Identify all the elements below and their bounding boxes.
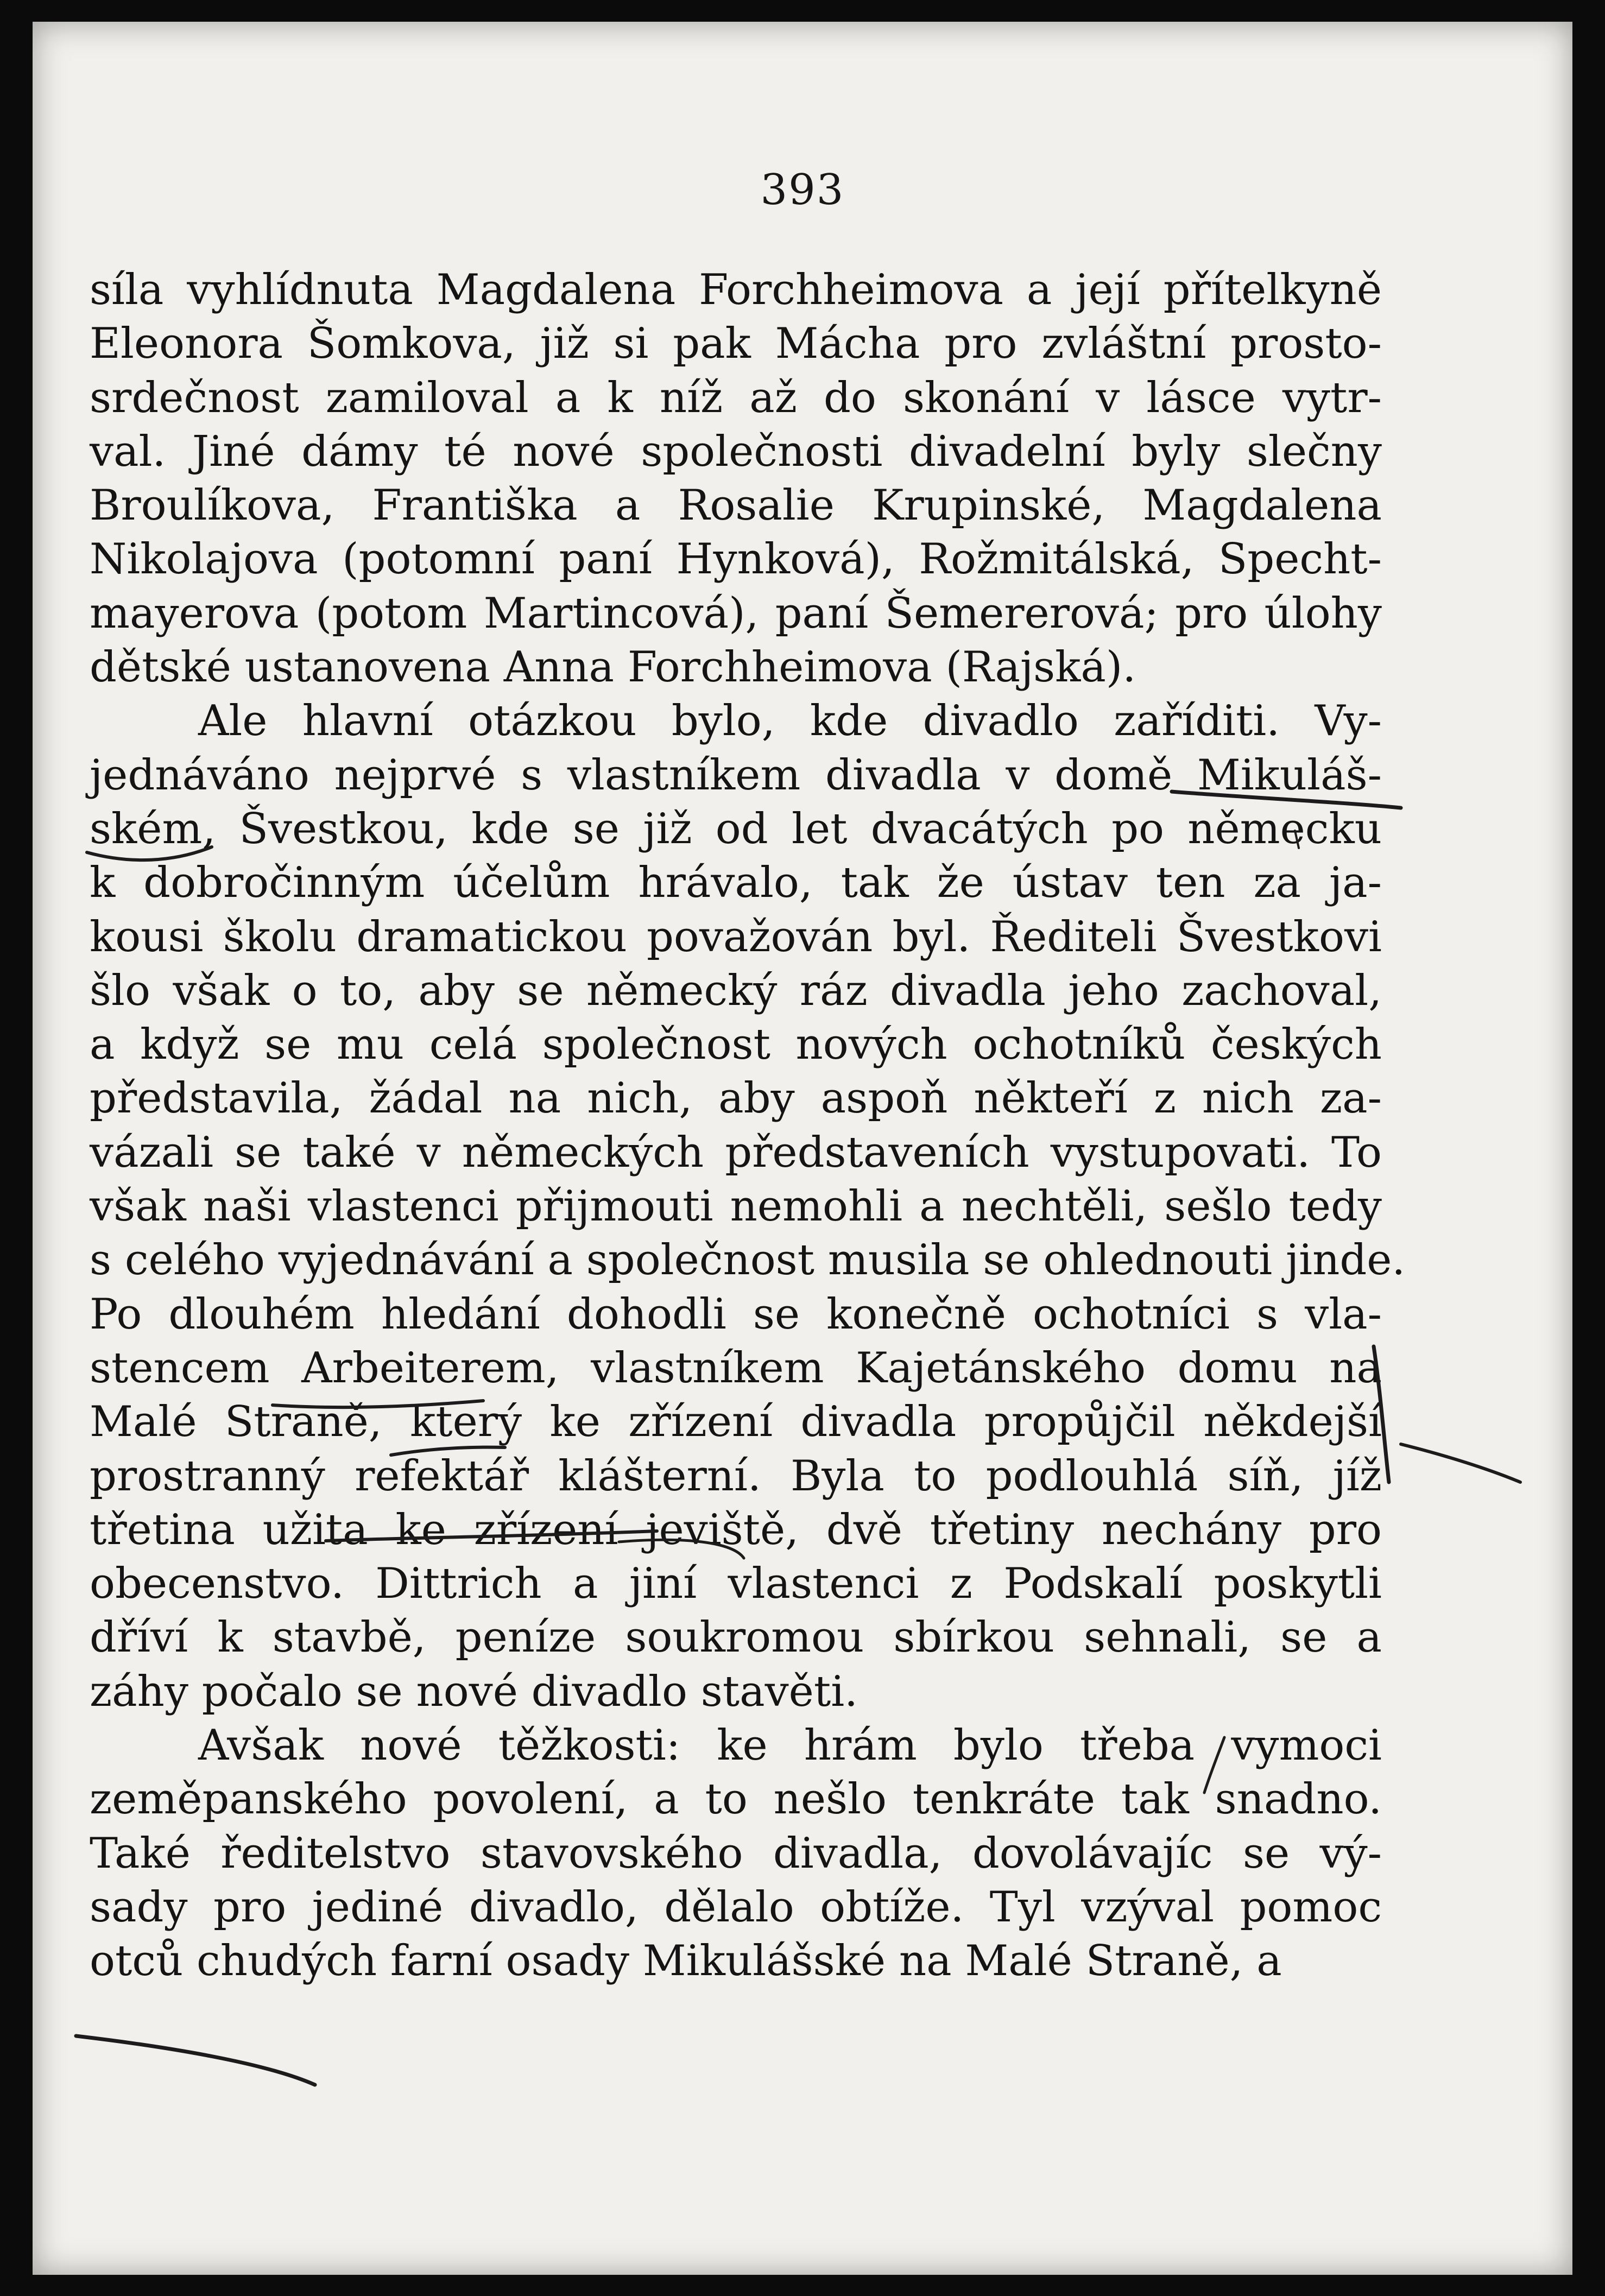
text-line: s celého vyjednávání a společnost musila se ohlednouti jinde. xyxy=(90,1236,1406,1285)
underline-otcu-chudych xyxy=(76,2036,315,2085)
text-line: srdečnost zamiloval a k níž až do skonání v lásce vytr- xyxy=(90,373,1382,422)
text-line: Také ředitelstvo stavovského divadla, dovolávajíc se vý- xyxy=(90,1829,1382,1878)
text-line: šlo však o to, aby se německý ráz divadla jeho zachoval, xyxy=(90,966,1382,1015)
margin-k-stroke xyxy=(1401,1444,1520,1482)
text-line: Avšak nové těžkosti: ke hrám bylo třeba vymoci xyxy=(198,1721,1382,1770)
text-line: k dobročinným účelům hrávalo, tak že ústav ten za ja- xyxy=(90,858,1382,908)
text-line: mayerova (potom Martincová), paní Šemererová; pro úlohy xyxy=(90,589,1382,638)
text-line: Malé Straně, který ke zřízení divadla propůjčil někdejší xyxy=(90,1397,1382,1447)
text-line: dětské ustanovena Anna Forchheimova (Rajská). xyxy=(90,643,1136,692)
text-line: Ale hlavní otázkou bylo, kde divadlo zaříditi. Vy- xyxy=(198,697,1382,746)
text-line: však naši vlastenci přijmouti nemohli a nechtěli, sešlo tedy xyxy=(90,1182,1382,1231)
text-line: val. Jiné dámy té nové společnosti divadelní byly slečny xyxy=(90,427,1382,476)
text-line: ském, Švestkou, kde se již od let dvacátých po německu xyxy=(90,804,1382,853)
text-line: jednáváno nejprvé s vlastníkem divadla v domě Mikuláš- xyxy=(90,750,1382,800)
text-line: třetina užita ke zřízení jeviště, dvě třetiny nechány pro xyxy=(90,1505,1382,1554)
text-line: kousi školu dramatickou považován byl. Řediteli Švestkovi xyxy=(90,912,1382,962)
text-line: otců chudých farní osady Mikulášské na Malé Straně, a xyxy=(90,1937,1282,1986)
text-line: Po dlouhém hledání dohodli se konečně ochotníci s vla- xyxy=(90,1289,1382,1339)
text-line: a když se mu celá společnost nových ochotníků českých xyxy=(90,1020,1382,1070)
book-page xyxy=(33,22,1572,2275)
text-line: Eleonora Šomkova, již si pak Mácha pro zvláštní prosto- xyxy=(90,319,1382,369)
text-line: síla vyhlídnuta Magdalena Forchheimova a její přítelkyně xyxy=(90,265,1382,314)
text-line: stencem Arbeiterem, vlastníkem Kajetánského domu na xyxy=(90,1343,1382,1393)
page-number: 393 xyxy=(760,166,845,214)
text-line: záhy počalo se nové divadlo stavěti. xyxy=(90,1667,858,1716)
text-line: obecenstvo. Dittrich a jiní vlastenci z Podskalí poskytli xyxy=(90,1559,1382,1609)
text-line: Broulíkova, Františka a Rosalie Krupinské, Magdalena xyxy=(90,481,1382,530)
text-line: představila, žádal na nich, aby aspoň někteří z nich za- xyxy=(90,1074,1382,1123)
body-text xyxy=(90,263,1406,1989)
text-line: dříví k stavbě, peníze soukromou sbírkou sehnali, se a xyxy=(90,1613,1382,1662)
text-line: sady pro jediné divadlo, dělalo obtíže. Tyl vzýval pomoc xyxy=(90,1882,1382,1932)
text-line: Nikolajova (potomní paní Hynková), Rožmitálská, Specht- xyxy=(90,535,1382,584)
text-line: vázali se také v německých představeních vystupovati. To xyxy=(90,1128,1382,1177)
text-line: zeměpanského povolení, a to nešlo tenkráte tak snadno. xyxy=(90,1775,1382,1824)
text-line: prostranný refektář klášterní. Byla to podlouhlá síň, jíž xyxy=(90,1451,1382,1501)
